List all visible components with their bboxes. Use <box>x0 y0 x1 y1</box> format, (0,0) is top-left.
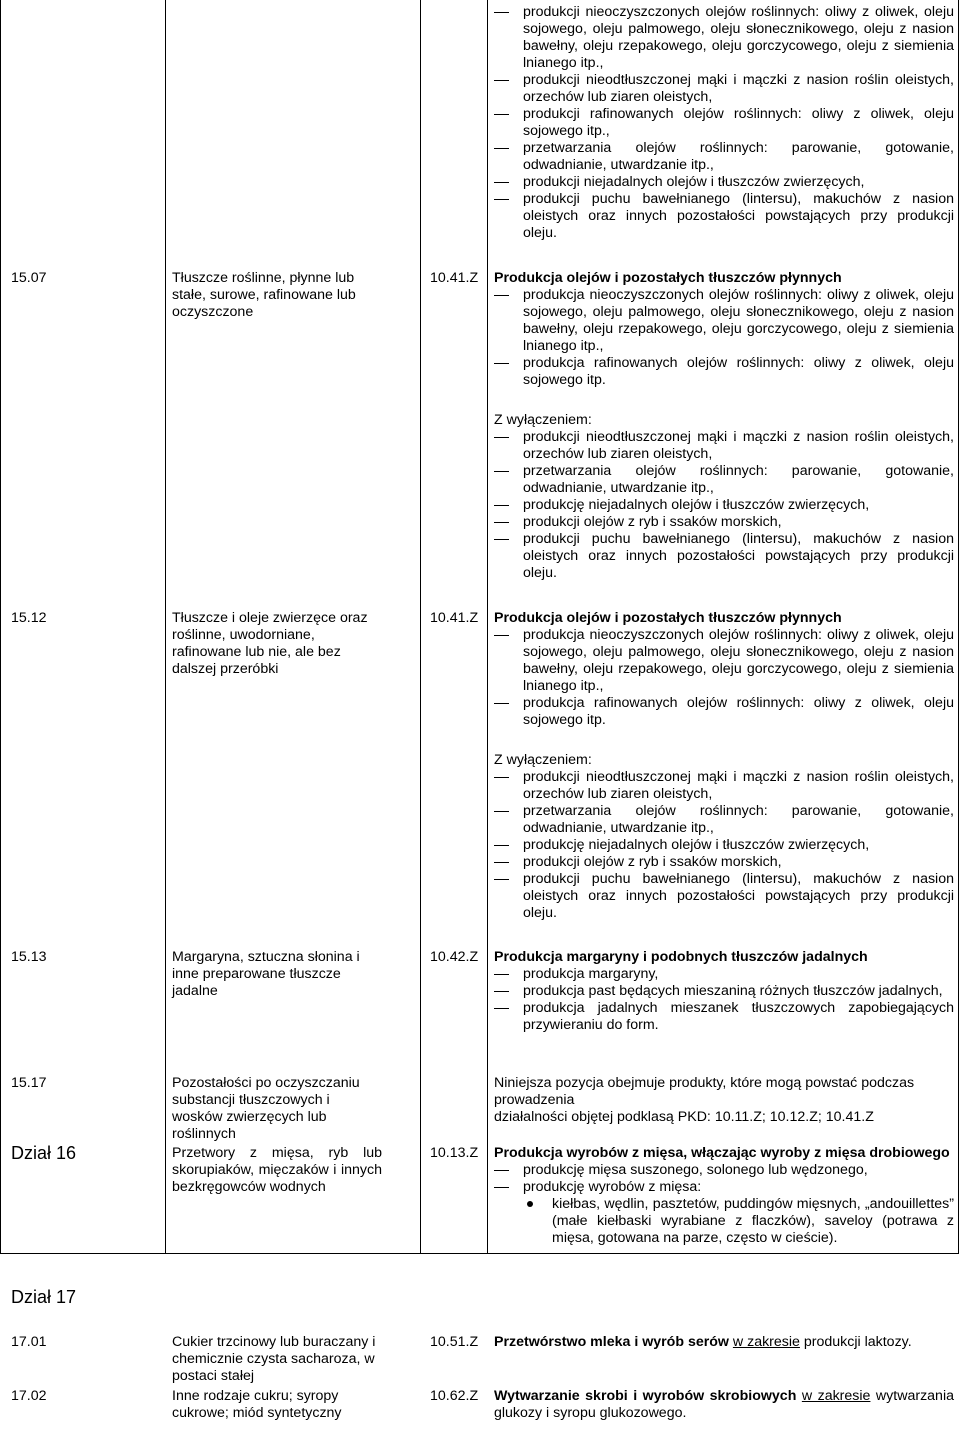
row-name: Tłuszcze i oleje zwierzęce oraz roślinne, uwodorniane, rafinowane lub nie, ale bez dalszej przeróbki <box>172 610 368 677</box>
column-divider-2 <box>420 0 421 1253</box>
division-label: Dział 17 <box>11 1287 77 1307</box>
list-item: produkcji nieodtłuszczonej mąki i mączki z nasion roślin oleistych, orzechów lub ziaren oleistych, <box>494 429 954 463</box>
section-title: Przetwórstwo mleka i wyrób serów <box>494 1334 729 1350</box>
nace-code: 10.42.Z <box>430 949 479 965</box>
column-divider-3 <box>487 0 488 1253</box>
exclusion-label: Z wyłączeniem: <box>494 752 592 768</box>
note-text: Niniejsza pozycja obejmuje produkty, które mogą powstać podczas prowadzenia <box>494 1075 915 1108</box>
section-title: Produkcja olejów i pozostałych tłuszczów płynnych <box>494 270 842 286</box>
row-name: Przetwory z mięsa, ryb lub skorupiaków, mięczaków i innych bezkręgowców wodnych <box>172 1145 382 1195</box>
list-item: produkcja jadalnych mieszanek tłuszczowych zapobiegających przywieraniu do form. <box>494 1000 954 1034</box>
right-border <box>958 0 959 1253</box>
row-content <box>494 1388 954 1422</box>
row-code: 17.02 <box>11 1388 47 1404</box>
row-code: 15.17 <box>11 1075 47 1091</box>
row-name: Tłuszcze roślinne, płynne lub stałe, surowe, rafinowane lub oczyszczone <box>172 270 356 320</box>
division-label: Dział 16 <box>11 1143 77 1163</box>
nace-code: 10.13.Z <box>430 1145 479 1161</box>
top-list <box>494 4 954 242</box>
row-name: Inne rodzaje cukru; syropy cukrowe; miód syntetyczny <box>172 1388 342 1421</box>
list-item: produkcja nieoczyszczonych olejów roślinnych: oliwy z oliwek, oleju sojowego, oleju palmowego, oleju słonecznikowego, oleju z nasion bawełny, oleju rzepakowego, oleju gorczycowego, oleju z siemienia lnianego itp., <box>494 627 954 695</box>
row-content <box>494 1145 954 1247</box>
scope-text: wytwarzania glukozy i syropu glukozowego. <box>494 1388 954 1421</box>
nace-code: 10.62.Z <box>430 1388 479 1404</box>
list-item: produkcja rafinowanych olejów roślinnych: oliwy z oliwek, oleju sojowego itp. <box>494 355 954 389</box>
left-border <box>0 0 1 1253</box>
list-item: produkcję wyrobów z mięsa: <box>494 1179 954 1196</box>
note-text: działalności objętej podklasą PKD: 10.11.Z; 10.12.Z; 10.41.Z <box>494 1109 874 1125</box>
list-item: produkcja rafinowanych olejów roślinnych: oliwy z oliwek, oleju sojowego itp. <box>494 695 954 729</box>
list-item: produkcji puchu bawełnianego (lintersu), makuchów z nasion oleistych oraz innych pozostałości powstających przy produkcji oleju. <box>494 871 954 922</box>
list-item: produkcję niejadalnych olejów i tłuszczów zwierzęcych, <box>494 837 954 854</box>
nace-code: 10.51.Z <box>430 1334 479 1350</box>
list-item: produkcja nieoczyszczonych olejów roślinnych: oliwy z oliwek, oleju sojowego, oleju palmowego, oleju słonecznikowego, oleju z nasion bawełny, oleju rzepakowego, oleju gorczycowego, oleju z siemienia lnianego itp., <box>494 287 954 355</box>
row-content <box>494 270 954 582</box>
list-item: produkcję mięsa suszonego, solonego lub wędzonego, <box>494 1162 954 1179</box>
row-name: Margaryna, sztuczna słonina i inne preparowane tłuszcze jadalne <box>172 949 360 999</box>
exclusion-label: Z wyłączeniem: <box>494 412 592 428</box>
section-title: Produkcja olejów i pozostałych tłuszczów płynnych <box>494 610 842 626</box>
list-item: produkcji rafinowanych olejów roślinnych: oliwy z oliwek, oleju sojowego itp., <box>494 106 954 140</box>
row-code: 15.07 <box>11 270 47 286</box>
row-code: 17.01 <box>11 1334 47 1350</box>
list-item: produkcji niejadalnych olejów i tłuszczów zwierzęcych, <box>494 174 954 191</box>
row-code: 15.13 <box>11 949 47 965</box>
row-content <box>494 610 954 922</box>
list-item: przetwarzania olejów roślinnych: parowanie, gotowanie, odwadnianie, utwardzanie itp., <box>494 463 954 497</box>
bottom-border <box>0 1253 959 1254</box>
row-code: 15.12 <box>11 610 47 626</box>
row-name: Pozostałości po oczyszczaniu substancji tłuszczowych i wosków zwierzęcych lub roślinnych <box>172 1075 360 1142</box>
list-item: produkcji nieodtłuszczonej mąki i mączki z nasion roślin oleistych, orzechów lub ziaren oleistych, <box>494 72 954 106</box>
nace-code: 10.41.Z <box>430 610 479 626</box>
row-name: Cukier trzcinowy lub buraczany i chemicznie czysta sacharoza, w postaci stałej <box>172 1334 376 1384</box>
section-title: Produkcja wyrobów z mięsa, włączając wyroby z mięsa drobiowego <box>494 1145 950 1161</box>
list-item: produkcji olejów z ryb i ssaków morskich, <box>494 514 954 531</box>
row-note <box>494 1075 954 1126</box>
list-item: produkcji nieodtłuszczonej mąki i mączki z nasion roślin oleistych, orzechów lub ziaren oleistych, <box>494 769 954 803</box>
list-item: produkcji puchu bawełnianego (lintersu), makuchów z nasion oleistych oraz innych pozostałości powstających przy produkcji oleju. <box>494 191 954 242</box>
list-item: produkcja margaryny, <box>494 966 954 983</box>
list-item: produkcji nieoczyszczonych olejów roślinnych: oliwy z oliwek, oleju sojowego, oleju palmowego, oleju słonecznikowego, oleju z nasion bawełny, oleju rzepakowego, oleju gorczycowego, oleju z siemienia lnianego itp., <box>494 4 954 72</box>
list-item: przetwarzania olejów roślinnych: parowanie, gotowanie, odwadnianie, utwardzanie itp., <box>494 140 954 174</box>
section-title: Produkcja margaryny i podobnych tłuszczów jadalnych <box>494 949 868 965</box>
bullet-item: kiełbas, wędlin, pasztetów, puddingów mięsnych, „andouillettes” (małe kiełbaski wyrabiane z flaczków), saveloy (potrawa z mięsa, gotowana na parze, często w cieście). <box>494 1196 954 1247</box>
column-divider-1 <box>165 0 166 1253</box>
scope-text: produkcji laktozy. <box>799 1334 912 1350</box>
list-item: produkcji puchu bawełnianego (lintersu), makuchów z nasion oleistych oraz innych pozostałości powstających przy produkcji oleju. <box>494 531 954 582</box>
scope-link: w zakresie <box>732 1334 800 1350</box>
list-item: produkcji olejów z ryb i ssaków morskich, <box>494 854 954 871</box>
list-item: produkcja past będących mieszaniną różnych tłuszczów jadalnych, <box>494 983 954 1000</box>
scope-link: w zakresie <box>801 1388 871 1404</box>
nace-code: 10.41.Z <box>430 270 479 286</box>
row-content <box>494 949 954 1034</box>
list-item: produkcję niejadalnych olejów i tłuszczów zwierzęcych, <box>494 497 954 514</box>
section-title: Wytwarzanie skrobi i wyrobów skrobiowych <box>494 1388 797 1404</box>
list-item: przetwarzania olejów roślinnych: parowanie, gotowanie, odwadnianie, utwardzanie itp., <box>494 803 954 837</box>
row-content <box>494 1334 954 1351</box>
